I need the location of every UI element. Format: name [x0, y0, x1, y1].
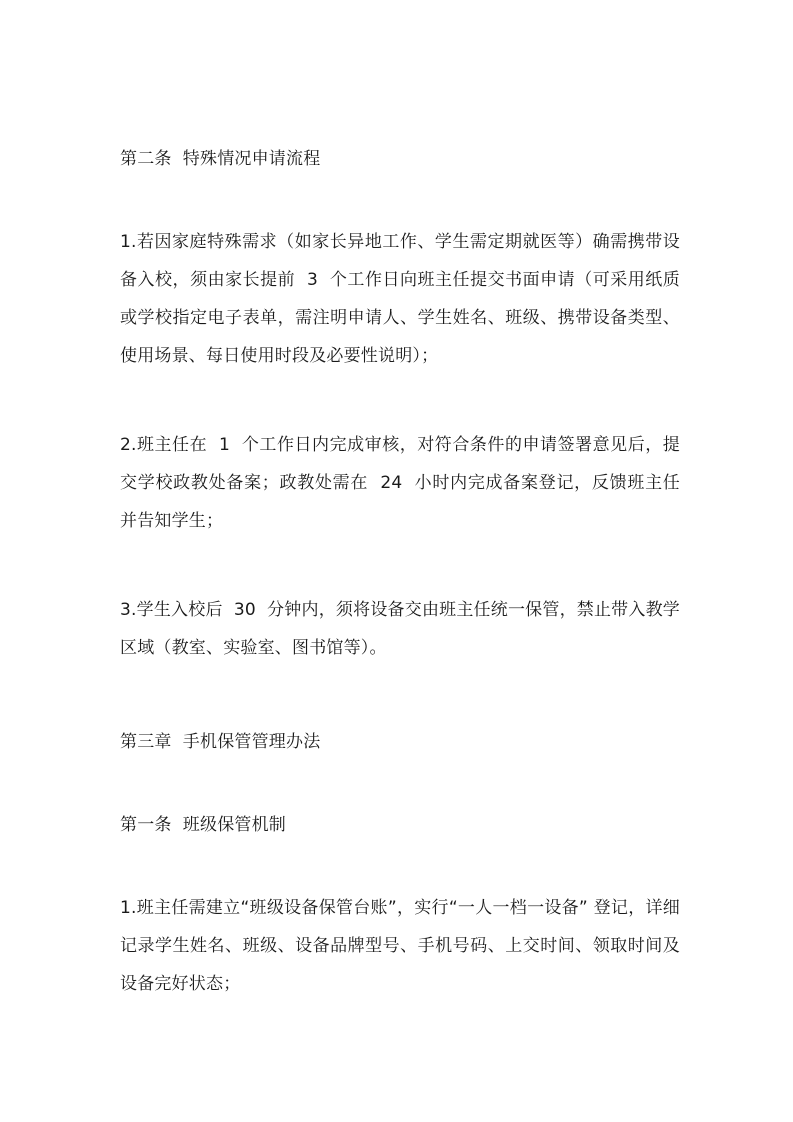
article-2-heading: 第二条 特殊情况申请流程	[120, 149, 321, 169]
article-2-item-2: 2.班主任在 1 个工作日内完成审核，对符合条件的申请签署意见后，提交学校政教处备案；政教处需在 24 小时内完成备案登记，反馈班主任并告知学生；	[120, 435, 680, 531]
article-1-heading: 第一条 班级保管机制	[120, 815, 287, 835]
article-2-item-1: 1.若因家庭特殊需求（如家长异地工作、学生需定期就医等）确需携带设备入校，须由家长提前 3 个工作日向班主任提交书面申请（可采用纸质或学校指定电子表单，需注明申请人、学生姓名、班级、携带设备类型、使用场景、每日使用时段及必要性说明）；	[120, 232, 680, 366]
article-1-item-1: 1.班主任需建立“班级设备保管台账”，实行“一人一档一设备” 登记，详细记录学生姓名、班级、设备品牌型号、手机号码、上交时间、领取时间及设备完好状态；	[120, 898, 680, 994]
article-2-item-3: 3.学生入校后 30 分钟内，须将设备交由班主任统一保管，禁止带入教学区域（教室、实验室、图书馆等）。	[120, 600, 680, 658]
chapter-3-heading: 第三章 手机保管管理办法	[120, 732, 321, 752]
